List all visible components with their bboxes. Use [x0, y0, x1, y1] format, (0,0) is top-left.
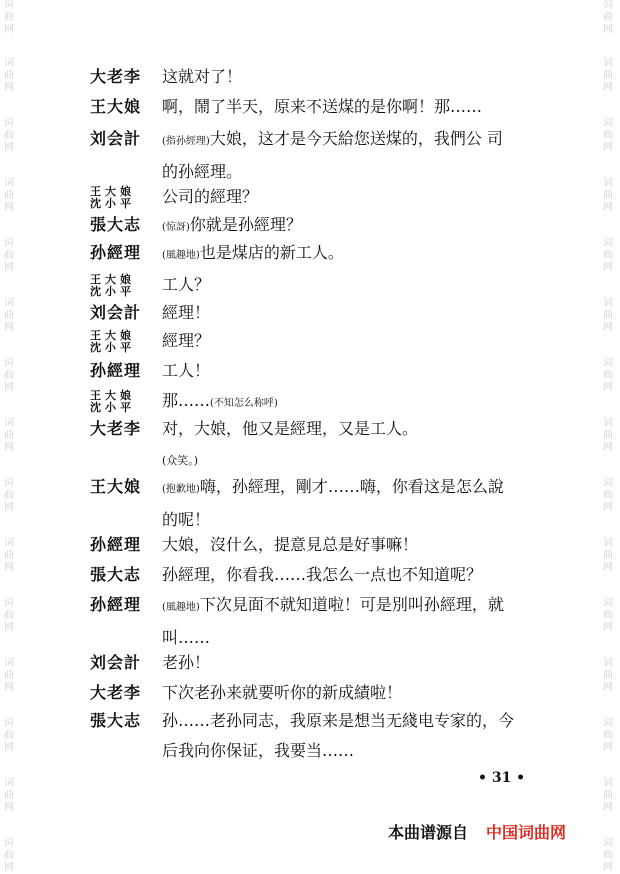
spoken-text: 經理？ — [162, 331, 211, 350]
watermark-char: 词 — [603, 598, 613, 609]
watermark-char: 曲 — [603, 790, 613, 801]
page-number: • 31 • — [478, 770, 526, 786]
watermark-mark — [601, 658, 615, 694]
watermark-char: 曲 — [603, 370, 613, 381]
watermark-mark — [601, 358, 615, 394]
stage-direction: (惊訝) — [162, 222, 190, 233]
watermark-mark — [601, 778, 615, 814]
speaker-name: 大老李 — [90, 683, 142, 702]
footer-source-label: 本曲谱源自 — [388, 823, 469, 842]
speaker-name: 刘会計 — [90, 303, 142, 322]
speaker-pair — [90, 330, 154, 354]
watermark-mark — [601, 838, 615, 874]
speech-line — [162, 356, 562, 386]
watermark-char: 词 — [4, 58, 14, 69]
watermark-char: 曲 — [603, 550, 613, 561]
speech-line — [162, 124, 562, 157]
watermark-mark — [601, 598, 615, 634]
watermark-mark — [601, 0, 615, 36]
watermark-mark — [601, 58, 615, 94]
watermark-char: 曲 — [4, 310, 14, 321]
watermark-char: 词 — [4, 178, 14, 189]
watermark-char: 网 — [603, 502, 613, 513]
spoken-text: 这就对了！ — [162, 67, 243, 86]
watermark-mark — [2, 298, 16, 334]
watermark-mark — [2, 58, 16, 94]
watermark-char: 词 — [4, 418, 14, 429]
watermark-char: 曲 — [603, 850, 613, 861]
spoken-text: 大娘，沒什么，提意見总是好事嘛！ — [162, 535, 419, 554]
watermark-char: 词 — [603, 718, 613, 729]
watermark-char: 曲 — [4, 250, 14, 261]
watermark-mark — [601, 478, 615, 514]
watermark-char: 网 — [603, 742, 613, 753]
watermark-char: 网 — [603, 262, 613, 273]
speech-text — [162, 326, 562, 356]
speech-line — [162, 472, 562, 505]
watermark-mark — [2, 598, 16, 634]
watermark-mark — [2, 478, 16, 514]
right-watermark-column — [601, 0, 615, 873]
watermark-char: 网 — [603, 322, 613, 333]
watermark-mark — [601, 718, 615, 754]
watermark-char: 曲 — [4, 730, 14, 741]
stage-direction: (抱歉地) — [162, 484, 200, 495]
watermark-char: 词 — [603, 778, 613, 789]
watermark-char: 词 — [603, 418, 613, 429]
speaker-name: 王大娘 — [90, 477, 142, 496]
speaker-name: 孙經理 — [90, 595, 142, 614]
speech-line — [162, 326, 562, 356]
watermark-char: 曲 — [4, 610, 14, 621]
watermark-mark — [601, 298, 615, 334]
watermark-char: 曲 — [603, 730, 613, 741]
watermark-char: 曲 — [603, 670, 613, 681]
watermark-mark — [2, 238, 16, 274]
speaker-name: 孙經理 — [90, 361, 142, 380]
watermark-mark — [601, 178, 615, 214]
speech-text — [162, 62, 562, 92]
spoken-text: 孙經理，你看我……我怎么一点也不知道呢？ — [162, 565, 483, 584]
spoken-text: 下次見面不就知道啦！可是別叫孙經理，就 — [199, 595, 504, 614]
watermark-char: 曲 — [4, 550, 14, 561]
watermark-char: 词 — [603, 358, 613, 369]
watermark-char: 词 — [4, 478, 14, 489]
watermark-char: 网 — [4, 24, 14, 35]
watermark-char: 曲 — [4, 70, 14, 81]
watermark-char: 网 — [4, 82, 14, 93]
watermark-char: 词 — [603, 298, 613, 309]
footer-credit — [388, 820, 566, 843]
speech-text — [162, 530, 562, 560]
speech-text — [162, 356, 562, 386]
footer-site-name: 中国词曲网 — [486, 823, 567, 842]
spoken-text: 后我向你保证，我要当…… — [162, 741, 355, 760]
watermark-mark — [2, 778, 16, 814]
speaker-name: 王大娘 — [90, 389, 135, 402]
speaker-name: 沈小平 — [90, 197, 135, 210]
spoken-text: 啊，鬧了半天，原来不送煤的是你啊！那…… — [162, 97, 483, 116]
speaker-name: 張大志 — [90, 565, 142, 584]
watermark-char: 词 — [603, 0, 613, 11]
speech-text — [162, 706, 562, 766]
watermark-char: 网 — [4, 202, 14, 213]
watermark-char: 词 — [4, 658, 14, 669]
speech-text — [162, 648, 562, 678]
watermark-char: 曲 — [4, 670, 14, 681]
speech-line — [162, 560, 562, 590]
speech-text — [162, 238, 562, 271]
speaker-pair — [90, 390, 154, 414]
speaker-name: 王大娘 — [90, 273, 135, 286]
watermark-mark — [601, 418, 615, 454]
watermark-char: 网 — [4, 502, 14, 513]
speaker-name: 刘会計 — [90, 129, 142, 148]
watermark-char: 词 — [4, 838, 14, 849]
speaker-name: 王大娘 — [90, 329, 135, 342]
watermark-char: 网 — [4, 862, 14, 873]
watermark-char: 词 — [603, 538, 613, 549]
watermark-char: 曲 — [603, 70, 613, 81]
speech-line — [162, 182, 562, 212]
spoken-text: 你就是孙經理？ — [189, 215, 302, 234]
speaker-pair — [90, 186, 154, 210]
watermark-mark — [601, 118, 615, 154]
watermark-char: 曲 — [4, 190, 14, 201]
watermark-mark — [2, 118, 16, 154]
spoken-text: 的孙經理。 — [162, 162, 243, 181]
watermark-mark — [601, 238, 615, 274]
speech-line — [162, 648, 562, 678]
stage-direction: (不知怎么称呼) — [210, 398, 278, 409]
watermark-char: 词 — [603, 238, 613, 249]
watermark-char: 词 — [603, 118, 613, 129]
watermark-char: 网 — [4, 802, 14, 813]
speaker-name: 沈小平 — [90, 341, 135, 354]
speech-line — [162, 414, 562, 444]
watermark-char: 词 — [4, 778, 14, 789]
watermark-char: 词 — [4, 0, 14, 11]
watermark-char: 网 — [603, 862, 613, 873]
watermark-char: 网 — [603, 142, 613, 153]
watermark-char: 曲 — [4, 370, 14, 381]
watermark-char: 曲 — [603, 490, 613, 501]
speech-line — [162, 298, 562, 328]
watermark-mark — [2, 538, 16, 574]
watermark-mark — [2, 0, 16, 36]
watermark-char: 曲 — [603, 130, 613, 141]
speech-line — [162, 62, 562, 92]
watermark-char: 网 — [603, 202, 613, 213]
speech-line — [162, 736, 562, 766]
spoken-text: 的呢！ — [162, 510, 211, 529]
watermark-char: 网 — [4, 682, 14, 693]
spoken-text: 經理！ — [162, 303, 211, 322]
speaker-name: 孙經理 — [90, 243, 142, 262]
watermark-char: 网 — [4, 622, 14, 633]
speech-line — [162, 590, 562, 623]
watermark-char: 曲 — [4, 490, 14, 501]
watermark-char: 词 — [603, 658, 613, 669]
stage-direction: (風趣地) — [162, 602, 200, 613]
watermark-char: 词 — [4, 238, 14, 249]
spoken-text: 大娘，这才是今天給您送煤的，我們公 司 — [209, 129, 503, 148]
speech-line — [162, 92, 562, 122]
watermark-char: 网 — [603, 442, 613, 453]
speech-text — [162, 124, 562, 187]
speaker-name: 沈小平 — [90, 401, 135, 414]
watermark-char: 曲 — [603, 430, 613, 441]
watermark-mark — [2, 418, 16, 454]
watermark-char: 词 — [4, 298, 14, 309]
watermark-char: 网 — [4, 322, 14, 333]
watermark-char: 曲 — [603, 310, 613, 321]
speech-line — [162, 270, 562, 300]
speaker-name: 大老李 — [90, 67, 142, 86]
watermark-char: 网 — [603, 562, 613, 573]
spoken-text: 嗨，孙經理，剛才……嗨，你看这是怎么說 — [199, 477, 504, 496]
watermark-char: 曲 — [603, 250, 613, 261]
watermark-char: 网 — [603, 802, 613, 813]
watermark-char: 网 — [603, 682, 613, 693]
speech-line — [162, 706, 562, 736]
stage-direction: (指孙經理) — [162, 136, 210, 147]
watermark-char: 网 — [4, 442, 14, 453]
speech-line — [162, 238, 562, 271]
watermark-char: 网 — [603, 382, 613, 393]
watermark-char: 词 — [603, 58, 613, 69]
watermark-char: 曲 — [4, 130, 14, 141]
speech-text — [162, 414, 562, 476]
speaker-pair — [90, 274, 154, 298]
spoken-text: 对，大娘，他又是經理，又是工人。 — [162, 419, 419, 438]
watermark-char: 曲 — [603, 12, 613, 23]
watermark-char: 词 — [4, 598, 14, 609]
watermark-mark — [2, 838, 16, 874]
spoken-text: 老孙！ — [162, 653, 211, 672]
spoken-text: 也是煤店的新工人。 — [199, 243, 344, 262]
speech-line — [162, 678, 562, 708]
watermark-char: 词 — [603, 838, 613, 849]
speaker-name: 沈小平 — [90, 285, 135, 298]
spoken-text: 孙……老孙同志，我原来是想当无綫电专家的，今 — [162, 711, 515, 730]
watermark-mark — [2, 718, 16, 754]
speech-text — [162, 472, 562, 535]
watermark-char: 曲 — [4, 790, 14, 801]
spoken-text: 那…… — [162, 391, 211, 410]
watermark-mark — [2, 178, 16, 214]
spoken-text: 工人？ — [162, 275, 211, 294]
spoken-text: 下次老孙来就要听你的新成績啦！ — [162, 683, 403, 702]
watermark-char: 词 — [4, 358, 14, 369]
speech-text — [162, 270, 562, 300]
watermark-char: 网 — [4, 262, 14, 273]
spoken-text: 叫…… — [162, 628, 211, 647]
speaker-name: 王大娘 — [90, 185, 135, 198]
speaker-name: 孙經理 — [90, 535, 142, 554]
spoken-text: 工人！ — [162, 361, 211, 380]
speaker-name: 刘会計 — [90, 653, 142, 672]
watermark-char: 网 — [4, 742, 14, 753]
watermark-char: 曲 — [603, 190, 613, 201]
spoken-text: 公司的經理？ — [162, 187, 259, 206]
speech-text — [162, 590, 562, 653]
speaker-name: 張大志 — [90, 215, 142, 234]
watermark-mark — [601, 538, 615, 574]
watermark-char: 词 — [4, 718, 14, 729]
watermark-char: 网 — [4, 142, 14, 153]
watermark-char: 曲 — [4, 12, 14, 23]
watermark-mark — [2, 358, 16, 394]
watermark-char: 曲 — [4, 430, 14, 441]
speech-text — [162, 92, 562, 122]
stage-direction: (風趣地) — [162, 250, 200, 261]
speaker-name: 王大娘 — [90, 97, 142, 116]
watermark-char: 曲 — [603, 610, 613, 621]
watermark-char: 词 — [603, 478, 613, 489]
speech-text — [162, 182, 562, 212]
watermark-char: 网 — [603, 24, 613, 35]
speech-line — [162, 530, 562, 560]
watermark-char: 网 — [4, 562, 14, 573]
speech-text — [162, 560, 562, 590]
speaker-name: 張大志 — [90, 711, 142, 730]
watermark-char: 网 — [603, 82, 613, 93]
watermark-mark — [2, 658, 16, 694]
speech-text — [162, 678, 562, 708]
watermark-char: 曲 — [4, 850, 14, 861]
speaker-name: 大老李 — [90, 419, 142, 438]
watermark-char: 词 — [4, 118, 14, 129]
stage-direction: (众笑。) — [162, 454, 199, 467]
watermark-char: 网 — [4, 382, 14, 393]
watermark-char: 网 — [603, 622, 613, 633]
left-watermark-column — [2, 0, 16, 873]
watermark-char: 词 — [603, 178, 613, 189]
watermark-char: 词 — [4, 538, 14, 549]
speech-text — [162, 298, 562, 328]
